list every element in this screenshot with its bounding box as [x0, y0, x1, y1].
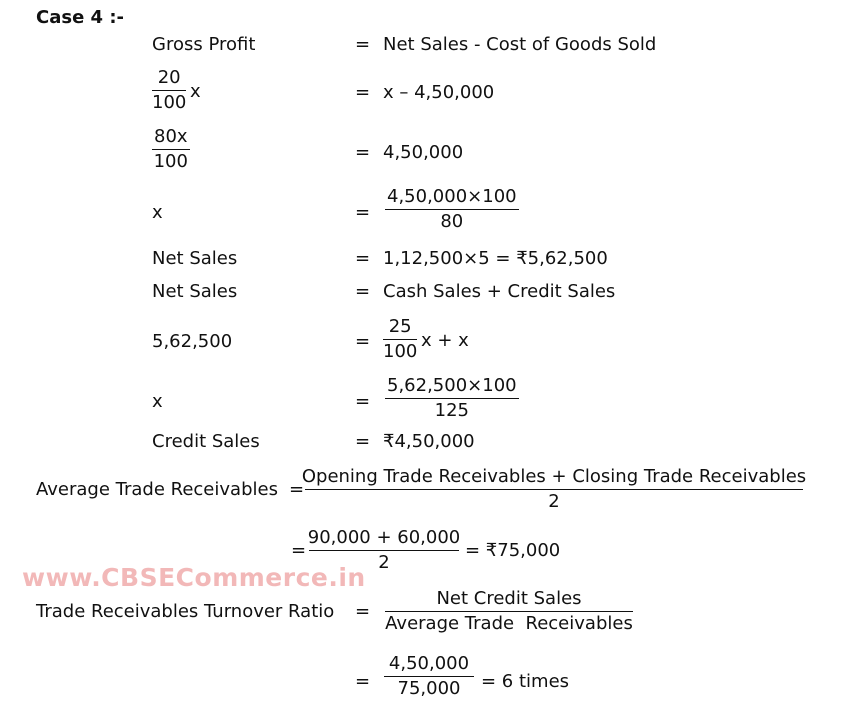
case-title: Case 4 :-	[36, 7, 125, 28]
turnover-calc-result: = 6 times	[481, 671, 570, 692]
row9-rhs: ₹4,50,000	[383, 431, 475, 452]
row2-lhs-denominator: 100	[152, 92, 187, 114]
row8-rhs-denominator: 125	[434, 400, 469, 422]
turnover-calc-denominator: 75,000	[397, 678, 461, 700]
row1-rhs: Net Sales - Cost of Goods Sold	[383, 34, 657, 55]
turnover-ratio-numerator: Net Credit Sales	[436, 588, 582, 609]
row1-equals: =	[355, 34, 371, 55]
row7-rhs-tail: x + x	[421, 330, 469, 351]
avg-receivables-fraction	[301, 466, 807, 513]
avg-receivables-equals: =	[289, 479, 305, 500]
avg-calc-result: = ₹75,000	[465, 540, 561, 561]
row8-equals: =	[355, 391, 371, 412]
row8-rhs-numerator: 5,62,500×100	[387, 375, 517, 396]
turnover-ratio-label: Trade Receivables Turnover Ratio	[36, 601, 335, 622]
row3-lhs-fraction	[152, 128, 190, 171]
row7-equals: =	[355, 331, 371, 352]
row3-lhs-numerator: 80x	[154, 126, 188, 147]
row4-rhs-numerator: 4,50,000×100	[387, 186, 517, 207]
turnover-ratio-fraction	[385, 590, 633, 633]
row2-lhs-numerator: 20	[157, 67, 181, 88]
watermark-text: www.CBSECommerce.in	[22, 563, 366, 592]
row7-lhs: 5,62,500	[152, 331, 233, 352]
turnover-calc-numerator: 4,50,000	[388, 653, 470, 674]
row3-rhs: 4,50,000	[383, 142, 464, 163]
row6-lhs: Net Sales	[152, 281, 238, 302]
row4-rhs-denominator: 80	[440, 211, 464, 233]
row8-rhs-fraction	[385, 377, 519, 420]
row5-lhs: Net Sales	[152, 248, 238, 269]
row3-lhs-denominator: 100	[153, 151, 188, 173]
avg-receivables-denominator: 2	[548, 491, 560, 513]
row7-rhs-denominator: 100	[383, 341, 418, 363]
avg-receivables-label: Average Trade Receivables	[36, 479, 278, 500]
row9-equals: =	[355, 431, 371, 452]
avg-receivables-numerator: Opening Trade Receivables + Closing Trade Receivables	[301, 466, 807, 487]
row6-equals: =	[355, 281, 371, 302]
turnover-calc-equals: =	[355, 671, 371, 692]
turnover-calc-fraction	[384, 655, 474, 698]
avg-calc-equals: =	[291, 540, 307, 561]
turnover-ratio-equals: =	[355, 601, 371, 622]
row9-lhs: Credit Sales	[152, 431, 260, 452]
row7-rhs-numerator: 25	[388, 316, 412, 337]
row5-equals: =	[355, 248, 371, 269]
row2-rhs: x – 4,50,000	[383, 82, 495, 103]
row7-rhs-fraction	[383, 318, 417, 361]
turnover-ratio-denominator: Average Trade Receivables	[385, 613, 633, 635]
row2-lhs-variable: x	[190, 81, 201, 102]
row4-rhs-fraction	[385, 188, 519, 231]
avg-calc-denominator: 2	[378, 552, 390, 574]
row3-equals: =	[355, 142, 371, 163]
row6-rhs: Cash Sales + Credit Sales	[383, 281, 616, 302]
row1-lhs: Gross Profit	[152, 34, 256, 55]
row8-lhs: x	[152, 391, 163, 412]
avg-calc-numerator: 90,000 + 60,000	[307, 527, 461, 548]
row2-lhs-fraction	[152, 69, 186, 112]
row4-lhs: x	[152, 202, 163, 223]
row5-rhs: 1,12,500×5 = ₹5,62,500	[383, 248, 608, 269]
row2-equals: =	[355, 82, 371, 103]
row4-equals: =	[355, 202, 371, 223]
